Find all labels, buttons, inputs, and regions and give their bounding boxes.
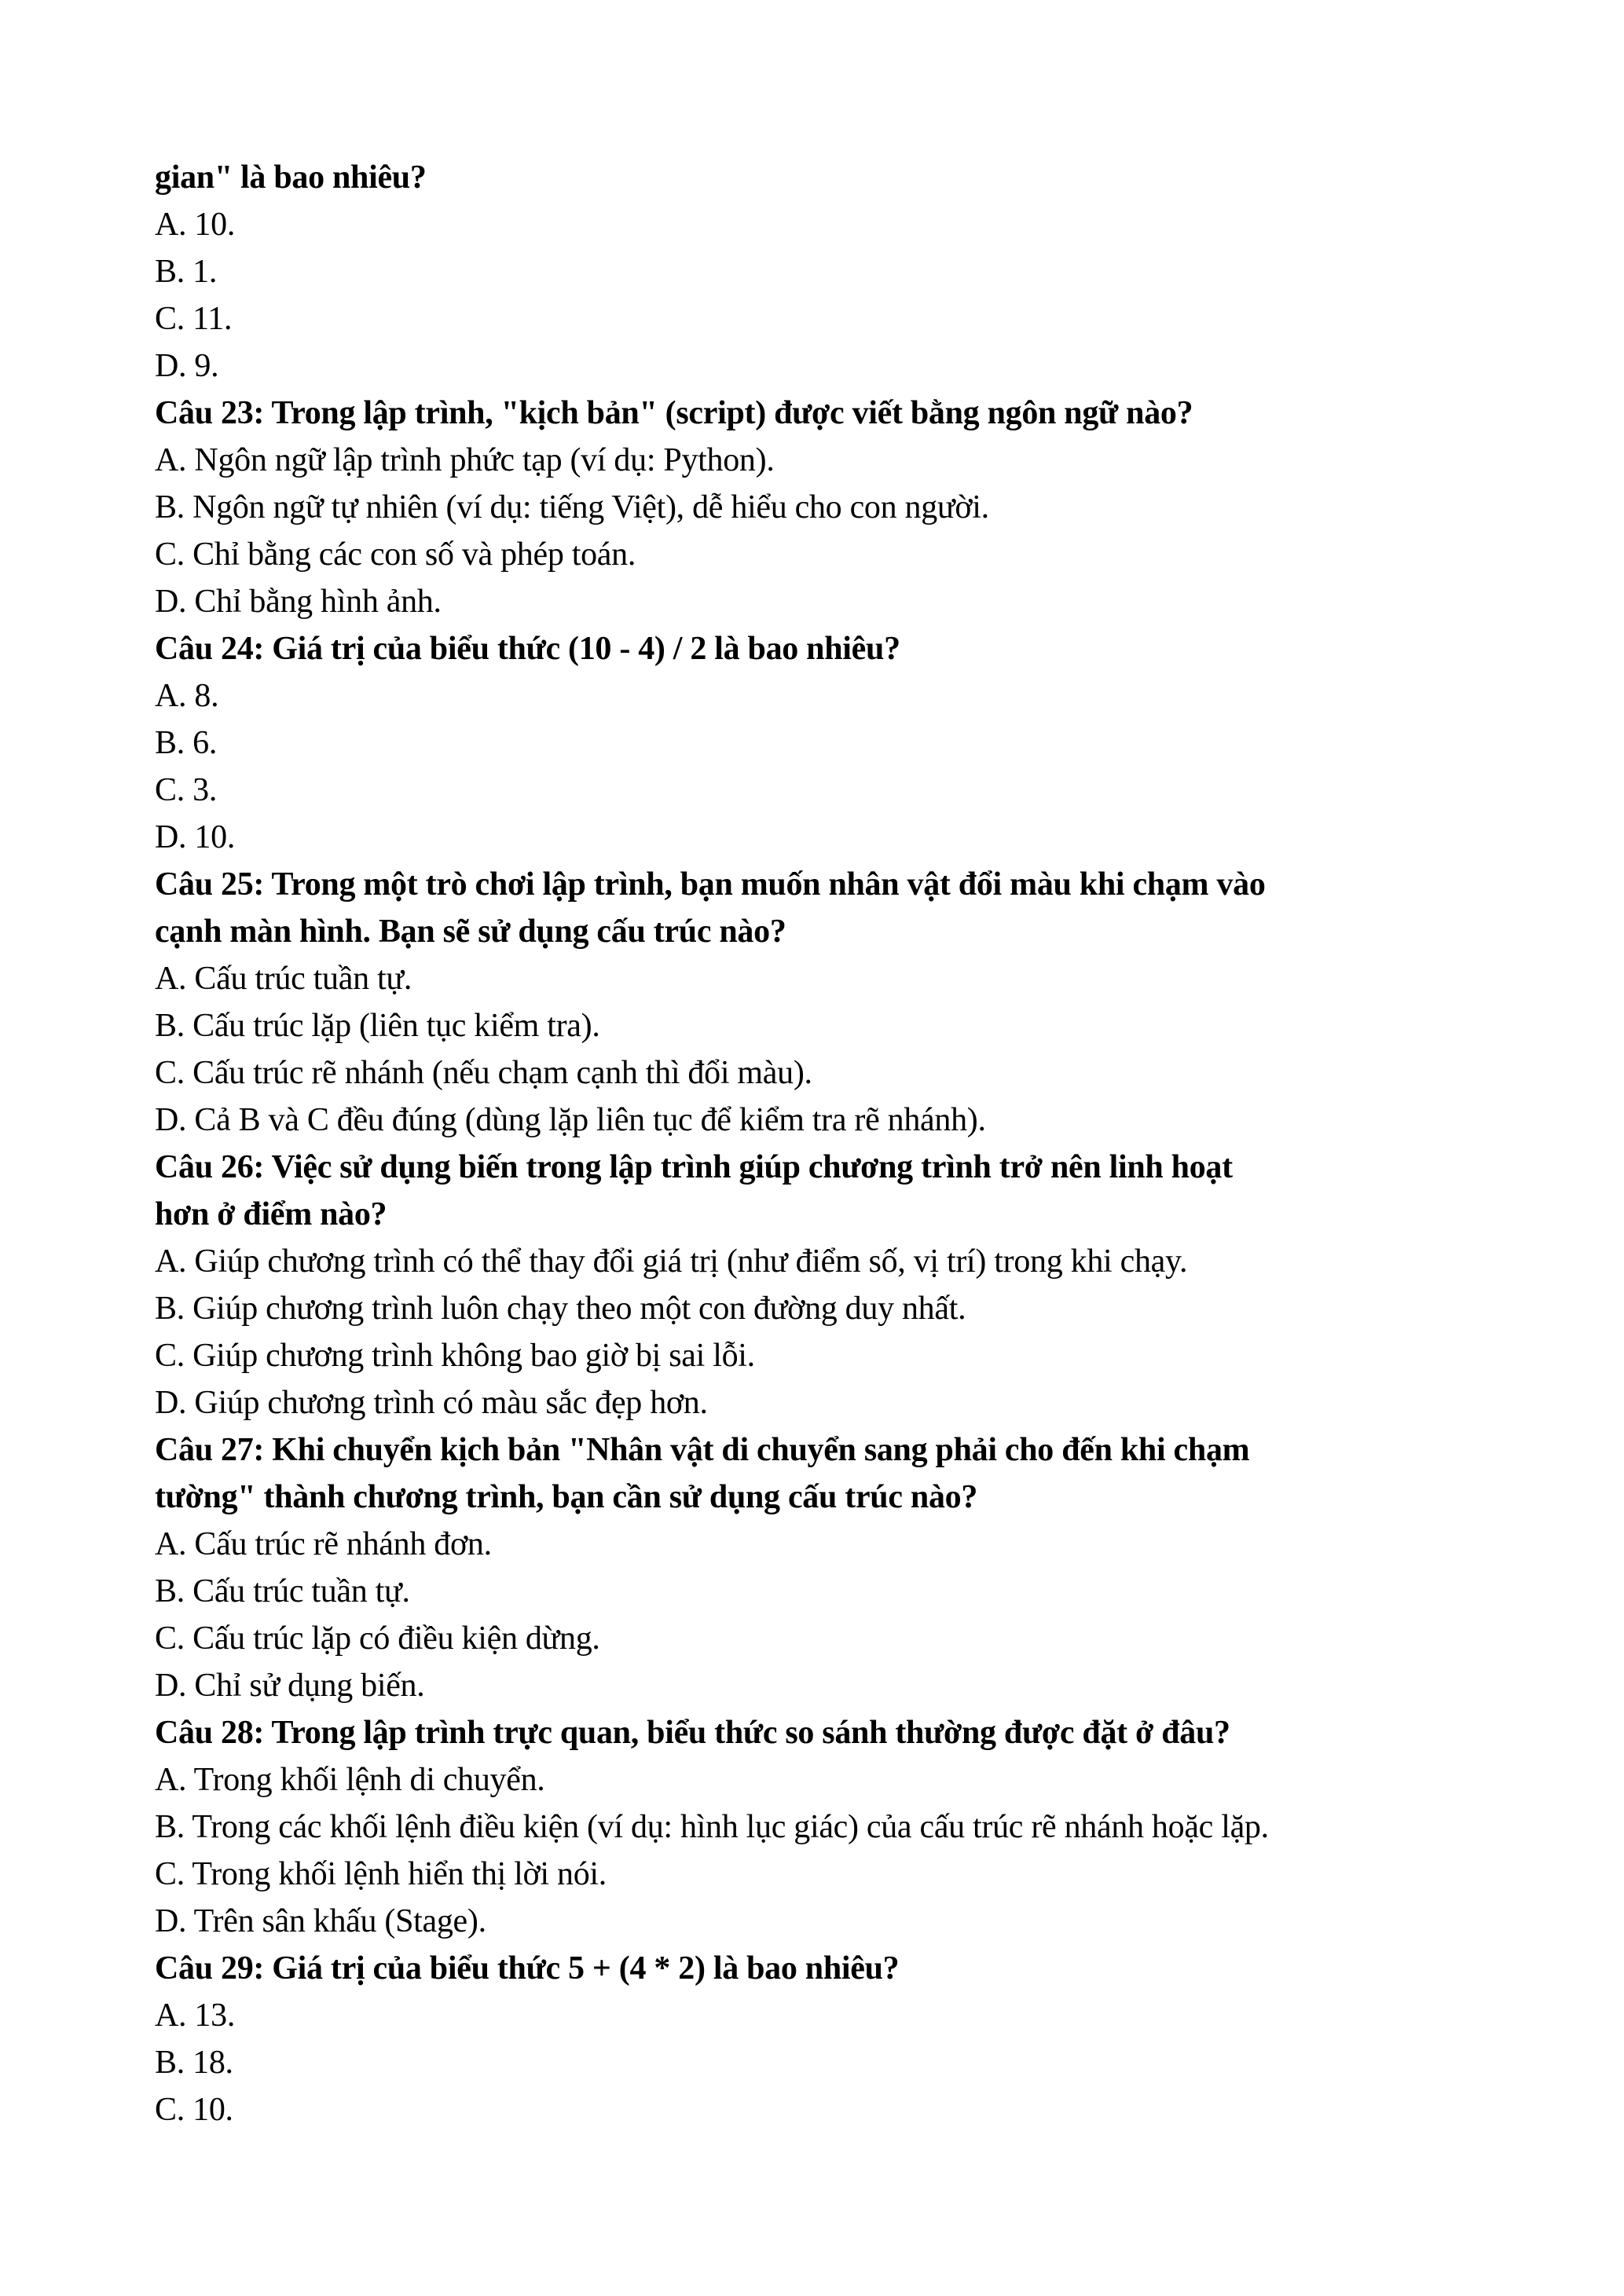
answer-option: B. Giúp chương trình luôn chạy theo một con đường duy nhất. (155, 1291, 966, 1327)
question-text-line: gian" là bao nhiêu? (155, 159, 427, 196)
answer-option: D. Cả B và C đều đúng (dùng lặp liên tục để kiểm tra rẽ nhánh). (155, 1102, 986, 1138)
question-text-line: hơn ở điểm nào? (155, 1196, 387, 1232)
question-text-line: Câu 26: Việc sử dụng biến trong lập trình giúp chương trình trở nên linh hoạt (155, 1149, 1233, 1185)
answer-option: A. Cấu trúc tuần tự. (155, 961, 412, 997)
answer-option: D. Trên sân khấu (Stage). (155, 1903, 486, 1939)
answer-option: D. 10. (155, 819, 236, 855)
answer-option: A. 8. (155, 678, 219, 714)
answer-option: A. Ngôn ngữ lập trình phức tạp (ví dụ: Python). (155, 442, 775, 478)
answer-option: D. Giúp chương trình có màu sắc đẹp hơn. (155, 1385, 708, 1421)
question-text-line: Câu 24: Giá trị của biểu thức (10 - 4) / 2 là bao nhiêu? (155, 631, 900, 667)
answer-option: A. 10. (155, 207, 236, 243)
quiz-text-block (155, 154, 1490, 2133)
answer-option: D. Chỉ bằng hình ảnh. (155, 584, 442, 620)
answer-option: B. 18. (155, 2045, 233, 2081)
question-text-line: tường" thành chương trình, bạn cần sử dụng cấu trúc nào? (155, 1479, 978, 1515)
answer-option: D. 9. (155, 348, 219, 384)
answer-option: A. Cấu trúc rẽ nhánh đơn. (155, 1526, 492, 1562)
question-text-line: cạnh màn hình. Bạn sẽ sử dụng cấu trúc nào? (155, 914, 786, 950)
answer-option: C. 11. (155, 301, 233, 337)
question-text-line: Câu 27: Khi chuyển kịch bản "Nhân vật di chuyển sang phải cho đến khi chạm (155, 1432, 1250, 1468)
answer-option: C. 3. (155, 772, 218, 808)
answer-option: B. Trong các khối lệnh điều kiện (ví dụ: hình lục giác) của cấu trúc rẽ nhánh hoặc lặp. (155, 1809, 1269, 1845)
answer-option: C. Cấu trúc lặp có điều kiện dừng. (155, 1620, 600, 1657)
question-text-line: Câu 23: Trong lập trình, "kịch bản" (script) được viết bằng ngôn ngữ nào? (155, 395, 1193, 431)
question-text-line: Câu 28: Trong lập trình trực quan, biểu thức so sánh thường được đặt ở đâu? (155, 1715, 1230, 1751)
answer-option: B. Ngôn ngữ tự nhiên (ví dụ: tiếng Việt), dễ hiểu cho con người. (155, 489, 989, 525)
question-text-line: Câu 25: Trong một trò chơi lập trình, bạn muốn nhân vật đổi màu khi chạm vào (155, 866, 1266, 903)
answer-option: C. 10. (155, 2092, 233, 2128)
answer-option: B. Cấu trúc lặp (liên tục kiểm tra). (155, 1008, 600, 1044)
answer-option: C. Cấu trúc rẽ nhánh (nếu chạm cạnh thì đổi màu). (155, 1055, 812, 1091)
answer-option: B. 6. (155, 725, 218, 761)
answer-option: A. 13. (155, 1998, 236, 2034)
answer-option: C. Giúp chương trình không bao giờ bị sai lỗi. (155, 1338, 755, 1374)
answer-option: B. Cấu trúc tuần tự. (155, 1573, 410, 1609)
answer-option: A. Giúp chương trình có thể thay đổi giá trị (như điểm số, vị trí) trong khi chạy. (155, 1243, 1188, 1280)
answer-option: C. Trong khối lệnh hiển thị lời nói. (155, 1856, 607, 1892)
answer-option: B. 1. (155, 254, 218, 290)
answer-option: D. Chỉ sử dụng biến. (155, 1668, 425, 1704)
question-text-line: Câu 29: Giá trị của biểu thức 5 + (4 * 2) là bao nhiêu? (155, 1950, 900, 1987)
answer-option: C. Chỉ bằng các con số và phép toán. (155, 536, 636, 573)
answer-option: A. Trong khối lệnh di chuyển. (155, 1762, 545, 1798)
